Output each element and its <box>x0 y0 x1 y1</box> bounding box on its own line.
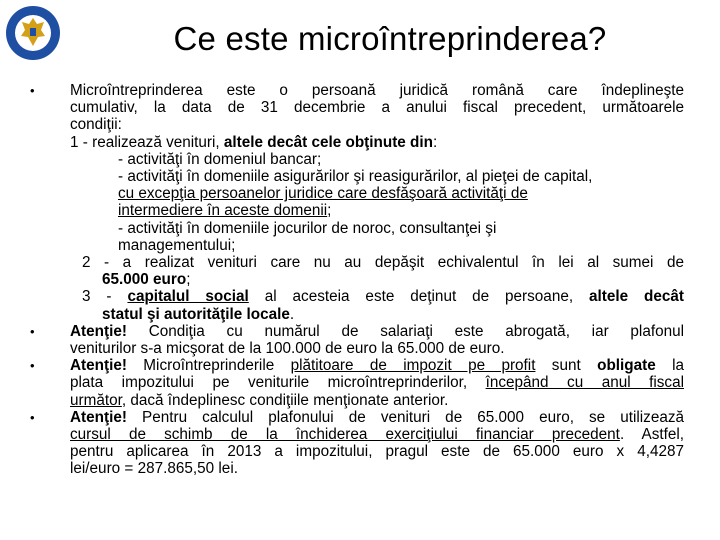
condition-2: 2 - a realizat venituri care nu au depăşit echivalentul în lei al sumei de <box>82 254 684 272</box>
condition-1-subitem: - activităţi în domeniul bancar; <box>118 150 322 168</box>
bullet-item-attention-1 <box>30 323 684 357</box>
slide-title: Ce este microîntreprinderea? <box>173 20 607 57</box>
text-line: plata impozitului pe veniturile microîntreprinderilor, începând cu anul fiscal <box>70 374 684 392</box>
text-line: veniturilor s-a micşorat de la 100.000 de euro la 65.000 de euro. <box>70 340 505 358</box>
slide-content <box>30 82 684 478</box>
bullet-marker: • <box>30 409 35 425</box>
text-line: Atenţie! Condiţia cu numărul de salariaţi este abrogată, iar plafonul <box>70 322 684 340</box>
bullet-item-definition <box>30 82 684 323</box>
text-line: lei/euro = 287.865,50 lei. <box>70 460 238 478</box>
condition-2: 65.000 euro; <box>102 271 191 289</box>
bullet-item-attention-2 <box>30 357 684 409</box>
condition-1-subitem: managementului; <box>118 236 236 254</box>
bullet-item-attention-3 <box>30 409 684 478</box>
text-line: cumulativ, la data de 31 decembrie a anului fiscal precedent, următoarele <box>70 99 684 117</box>
bullet-marker: • <box>30 83 35 98</box>
bullet-marker: • <box>30 323 35 339</box>
condition-3: 3 - capitalul social al acesteia este deţinut de persoane, altele decât <box>82 288 685 306</box>
condition-1-subitem: - activităţi în domeniile asigurărilor şi reasigurărilor, al pieţei de capital, <box>118 168 593 186</box>
text-line: Atenţie! Microîntreprinderile plătitoare de impozit pe profit sunt obligate la <box>70 357 684 375</box>
bullet-marker: • <box>30 358 35 374</box>
condition-1: 1 - realizează venituri, altele decât cele obţinute din: <box>70 133 438 151</box>
condition-3: statul şi autorităţile locale. <box>102 305 295 323</box>
text-line: Atenţie! Pentru calculul plafonului de venituri de 65.000 euro, se utilizează <box>70 408 684 426</box>
text-line: Microîntreprinderea este o persoană juridică română care îndeplineşte <box>70 82 684 99</box>
condition-1-exception: intermediere în aceste domenii; <box>118 202 332 220</box>
condition-1-subitem: - activităţi în domeniile jocurilor de noroc, consultanţei şi <box>118 219 497 237</box>
condition-1-exception: cu excepţia persoanelor juridice care desfăşoară activităţi de <box>118 185 528 203</box>
text-line: pentru aplicarea în 2013 a impozitului, pragul este de 65.000 euro x 4,4287 <box>70 443 684 461</box>
text-line: următor, dacă îndeplinesc condiţiile menţionate anterior. <box>70 391 449 409</box>
text-line: cursul de schimb de la închiderea exerciţiului financiar precedent. Astfel, <box>70 426 684 444</box>
text-line: condiţii: <box>70 116 122 134</box>
